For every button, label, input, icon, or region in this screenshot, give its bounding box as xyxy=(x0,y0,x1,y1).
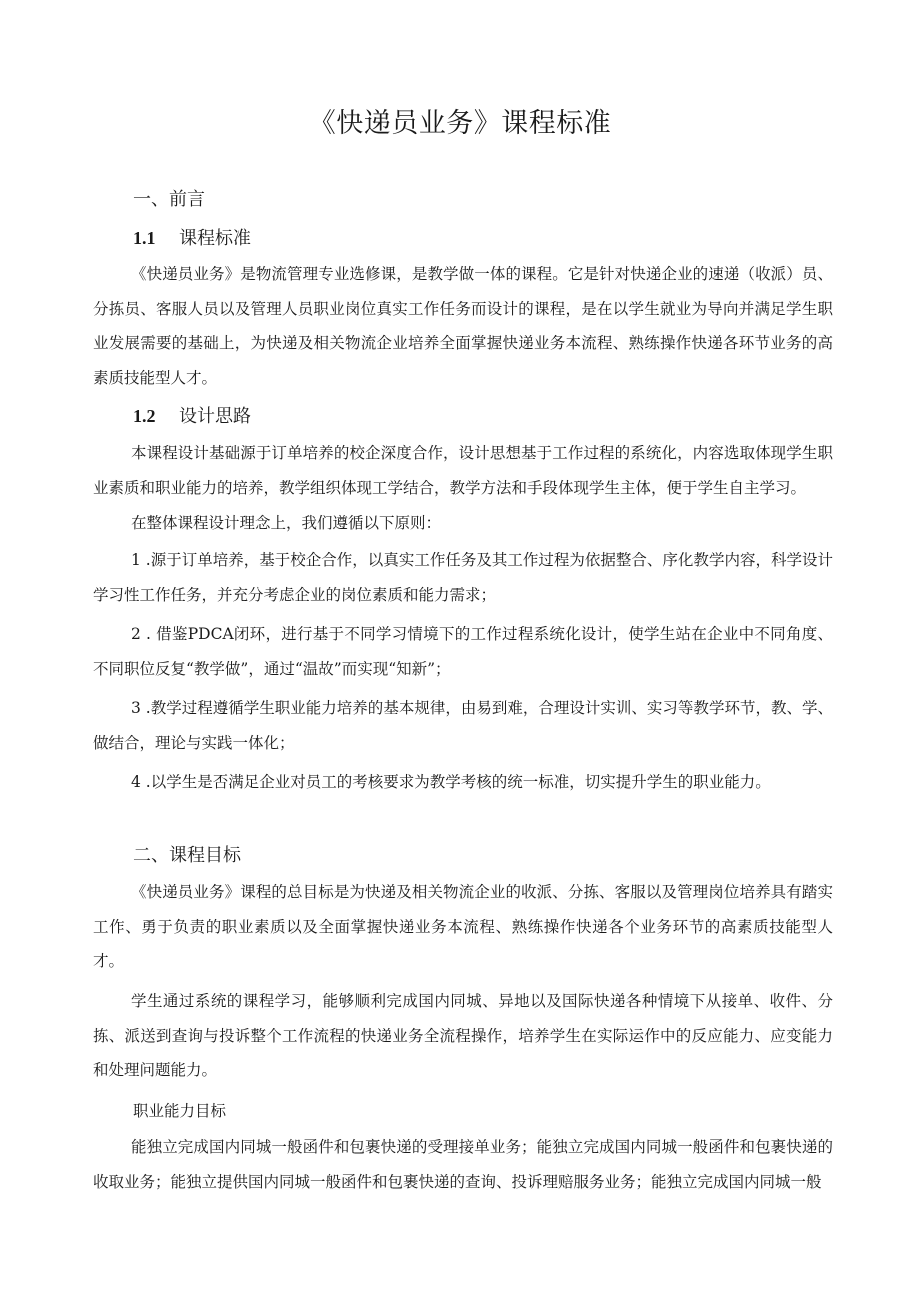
subsection-label: 课程标准 xyxy=(179,228,251,249)
subsection-heading-1-1 xyxy=(133,226,251,251)
subsection-heading-1-2 xyxy=(133,404,251,429)
list-item-principle-4: 4 .以学生是否满足企业对员工的考核要求为教学考核的统一标准，切实提升学生的职业能力。 xyxy=(131,773,771,791)
paragraph-ability-targets: 能独立完成国内同城一般函件和包裹快递的受理接单业务；能独立完成国内同城一般函件和包裹快递的收取业务；能独立提供国内同城一般函件和包裹快递的查询、投诉理赔服务业务；能独立完成国内同城一般 xyxy=(93,1138,833,1191)
subsection-label: 设计思路 xyxy=(179,406,251,427)
paragraph-overall-objective: 《快递员业务》课程的总目标是为快递及相关物流企业的收派、分拣、客服以及管理岗位培养具有踏实工作、勇于负责的职业素质以及全面掌握快递业务本流程、熟练操作快递各个业务环节的高素质技能型人才。 xyxy=(93,883,833,970)
list-item-principle-1: 1 .源于订单培养，基于校企合作，以真实工作任务及其工作过程为依据整合、序化教学内容，科学设计学习性工作任务，并充分考虑企业的岗位素质和能力需求； xyxy=(93,551,833,604)
subsection-number: 1.2 xyxy=(133,406,156,426)
paragraph-course-standard: 《快递员业务》是物流管理专业选修课，是教学做一体的课程。它是针对快递企业的速递（收派）员、分拣员、客服人员以及管理人员职业岗位真实工作任务而设计的课程，是在以学生就业为导向并满足学生职业发展需要的基础上，为快递及相关物流企业培养全面掌握快递业务本流程、熟练操作快递各环节业务的高素质技能型人才。 xyxy=(93,265,833,387)
list-item-principle-2: 2 . 借鉴PDCA闭环，进行基于不同学习情境下的工作过程系统化设计，使学生站在企业中不同角度、不同职位反复“教学做”，通过“温故”而实现“知新”； xyxy=(93,625,833,678)
list-item-principle-3: 3 .教学过程遵循学生职业能力培养的基本规律，由易到难，合理设计实训、实习等教学环节，教、学、做结合，理论与实践一体化； xyxy=(93,699,833,752)
document-title: 《快递员业务》课程标准 xyxy=(308,108,612,139)
label-professional-ability: 职业能力目标 xyxy=(133,1102,227,1120)
paragraph-design-idea: 本课程设计基础源于订单培养的校企深度合作，设计思想基于工作过程的系统化，内容选取体现学生职业素质和职业能力的培养，教学组织体现工学结合，教学方法和手段体现学生主体，便于学生自主学习。 xyxy=(93,444,833,497)
subsection-number: 1.1 xyxy=(133,228,156,248)
paragraph-learning-outcome: 学生通过系统的课程学习，能够顺利完成国内同城、异地以及国际快递各种情境下从接单、收件、分拣、派送到查询与投诉整个工作流程的快递业务全流程操作，培养学生在实际运作中的反应能力、应变能力和处理问题能力。 xyxy=(93,992,833,1079)
section-heading-preface: 一、前言 xyxy=(133,189,205,210)
paragraph-principles-intro: 在整体课程设计理念上，我们遵循以下原则： xyxy=(131,514,442,532)
section-heading-objectives: 二、课程目标 xyxy=(133,845,241,866)
